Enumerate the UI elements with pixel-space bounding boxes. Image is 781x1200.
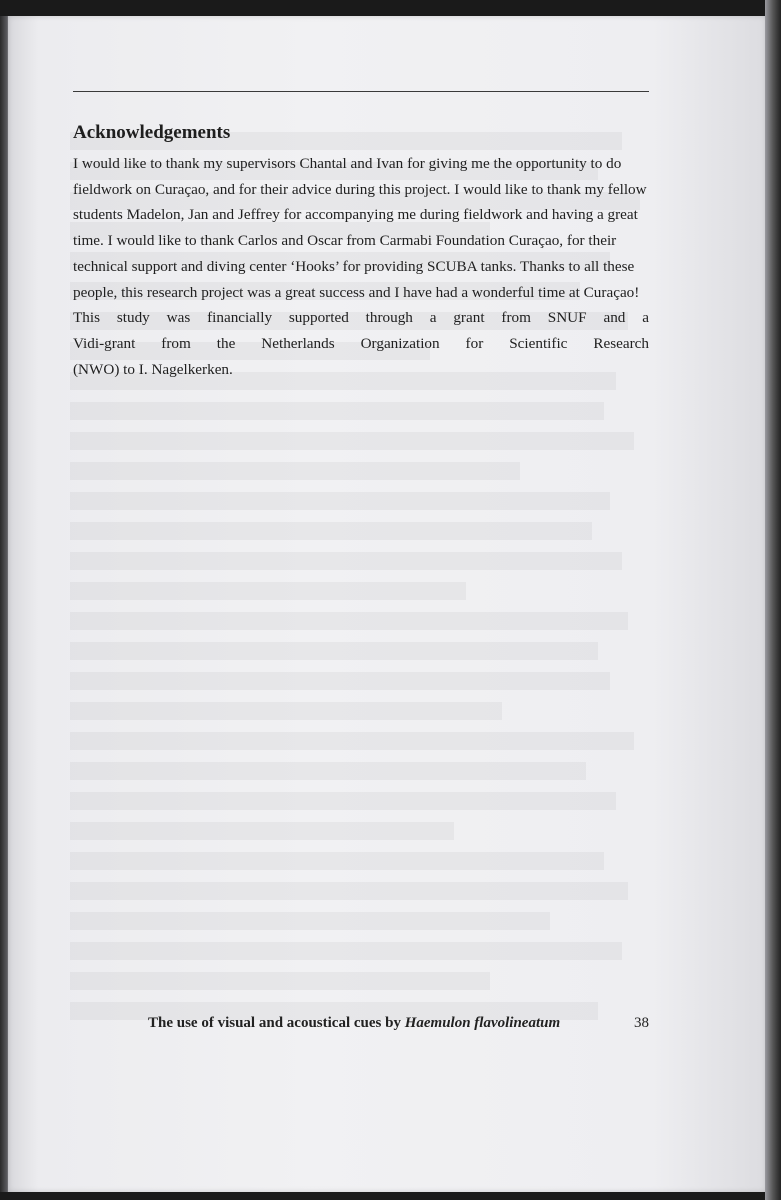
word: SNUF [547, 309, 587, 327]
funding-line: (NWO) to I. Nagelkerken. [73, 360, 233, 378]
word: from [161, 334, 191, 352]
word: a [429, 309, 437, 327]
word: grant [453, 309, 485, 327]
word: was [166, 309, 191, 327]
word: Research [593, 334, 649, 352]
acknowledgements-paragraph [73, 151, 649, 382]
word: Netherlands [261, 334, 335, 352]
running-title-prefix: The use of visual and acoustical cues by [148, 1015, 405, 1031]
page-number: 38 [634, 1015, 649, 1031]
section-heading: Acknowledgements [73, 122, 231, 143]
funding-line [73, 331, 649, 357]
paragraph-line: time. I would like to thank Carlos and Oscar from Carmabi Foundation Curaçao, for their [73, 232, 617, 250]
word: financially [207, 309, 273, 327]
word: This [73, 309, 101, 327]
page-footer [148, 1015, 649, 1032]
header-rule [73, 91, 649, 92]
word: supported [288, 309, 349, 327]
paragraph-line: people, this research project was a great success and I have had a wonderful time at Curaçao! [73, 283, 640, 301]
word: for [465, 334, 484, 352]
species-name: Haemulon flavolineatum [404, 1015, 561, 1031]
paragraph-line: fieldwork on Curaçao, and for their advice during this project. I would like to thank my fellow [73, 180, 647, 198]
paragraph-line: students Madelon, Jan and Jeffrey for accompanying me during fieldwork and having a great [73, 206, 638, 224]
paragraph-line: I would like to thank my supervisors Chantal and Ivan for giving me the opportunity to do [73, 155, 622, 172]
word: a [642, 309, 649, 327]
word: study [116, 309, 150, 327]
word: the [216, 334, 236, 352]
page-edge [765, 0, 781, 1200]
word: from [501, 309, 531, 327]
word: Organization [360, 334, 440, 352]
running-title [148, 1015, 560, 1031]
word: Vidi-grant [73, 334, 136, 352]
word: through [365, 309, 413, 327]
word: and [603, 309, 626, 327]
funding-line [73, 305, 649, 331]
word: Scientific [509, 334, 568, 352]
paragraph-line: technical support and diving center ‘Hooks’ for providing SCUBA tanks. Thanks to all these [73, 257, 635, 275]
